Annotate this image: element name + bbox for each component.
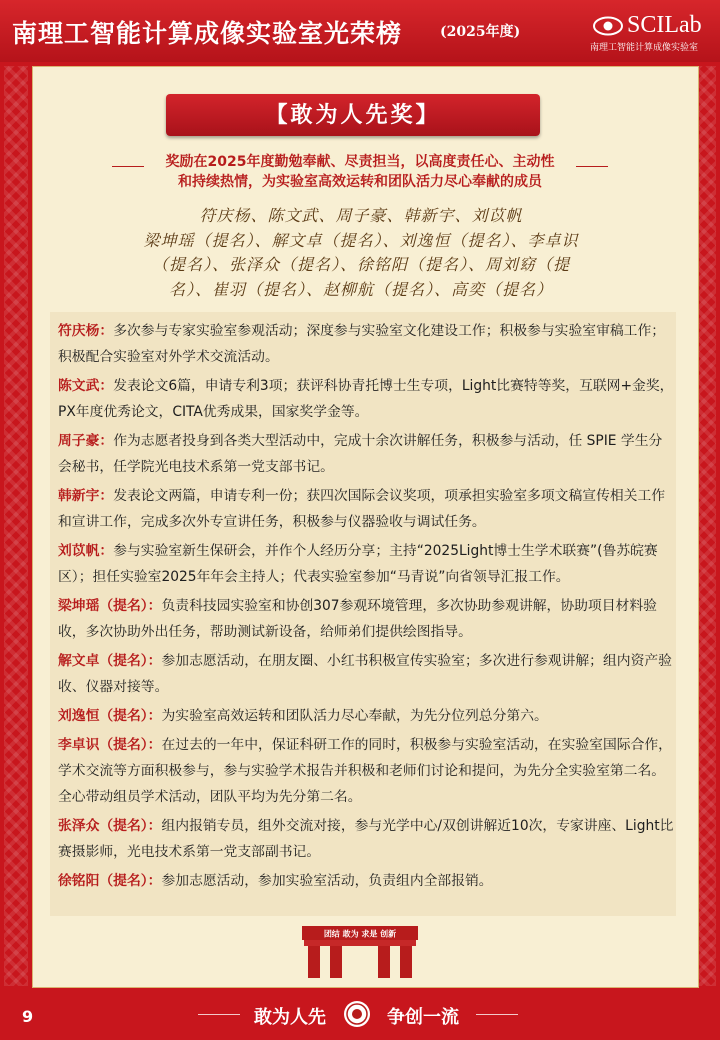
entry-text: 在过去的一年中，保证科研工作的同时，积极参与实验室活动，在实验室国际合作，学术交流等方面积极参与，参与实验学术报告并积极和老师们讨论和提问，为先分全实验室第二名。全心带动组员学术活动，团队平均为先分第二名。 — [58, 737, 672, 805]
left-border-pattern — [4, 66, 28, 986]
list-item — [58, 703, 674, 729]
entry-text: 参加志愿活动，参加实验室活动，负责组内全部报销。 — [161, 873, 493, 889]
scilab-logo-icon — [593, 16, 623, 36]
award-description — [112, 152, 608, 192]
entry-name: 周子豪： — [58, 433, 114, 449]
entry-name: 徐铭阳（提名）： — [58, 873, 162, 889]
entry-name: 李卓识（提名）： — [58, 737, 162, 753]
winner-names-line: 名）、崔羽（提名）、赵柳航（提名）、高奕（提名） — [168, 279, 553, 299]
list-item — [58, 813, 674, 865]
motto-left: 敢为人先 — [254, 1007, 326, 1028]
award-description-line: 奖励在2025年度勤勉奉献、尽责担当，以高度责任心、主动性 — [165, 154, 555, 170]
entry-text: 组内报销专员，组外交流对接，参与光学中心/双创讲解近10次，专家讲座、Light比赛摄影师，光电技术系第一党支部副书记。 — [58, 818, 674, 860]
entry-name: 梁坤瑶（提名）： — [58, 598, 162, 614]
logo-text: SCILab — [627, 12, 702, 38]
entry-text: 作为志愿者投身到各类大型活动中，完成十余次讲解任务，积极参与活动，任 SPIE 学生分会秘书，任学院光电技术系第一党支部书记。 — [58, 433, 663, 475]
entry-name: 符庆杨： — [58, 323, 114, 339]
winner-names — [62, 204, 660, 302]
list-item — [58, 732, 674, 810]
award-description-line: 和持续热情，为实验室高效运转和团队活力尽心奉献的成员 — [178, 174, 542, 190]
list-item — [58, 373, 674, 425]
list-item — [58, 483, 674, 535]
university-emblem-icon — [343, 1000, 371, 1028]
entry-name: 刘逸恒（提名）： — [58, 708, 162, 724]
entry-text: 为实验室高效运转和团队活力尽心奉献，为先分位列总分第六。 — [161, 708, 548, 724]
winner-names-line: 符庆杨、陈文武、周子豪、韩新宇、刘苡帆 — [199, 206, 523, 225]
award-banner: 【敢为人先奖】 — [166, 94, 540, 136]
entry-name: 解文卓（提名）： — [58, 653, 162, 669]
footer-rule-right — [476, 1014, 518, 1015]
winner-names-line: （提名）、张泽众（提名）、徐铭阳（提名）、周刘窈（提 — [151, 255, 570, 274]
entry-text: 发表论文6篇，申请专利3项；获评科协青托博士生专项，Light比赛特等奖，互联网+金奖，PX年度优秀论文，CITA优秀成果，国家奖学金等。 — [58, 378, 674, 420]
entry-text: 参加志愿活动，在朋友圈、小红书积极宣传实验室；多次进行参观讲解；组内资产验收、仪器对接等。 — [58, 653, 672, 695]
entry-name: 陈文武： — [58, 378, 114, 394]
entry-name: 张泽众（提名）： — [58, 818, 162, 834]
logo-subtitle: 南理工智能计算成像实验室 — [590, 43, 699, 53]
entry-text: 多次参与专家实验室参观活动；深度参与实验室文化建设工作；积极参与实验室审稿工作；积极配合实验室对外学术交流活动。 — [58, 323, 666, 365]
list-item — [58, 428, 674, 480]
list-item — [58, 648, 674, 700]
entry-name: 刘苡帆： — [58, 543, 114, 559]
school-gate-icon — [300, 924, 420, 978]
gate-inscription: 团结 敢为 求是 创新 — [323, 928, 397, 939]
year-label: (2025年度) — [440, 24, 521, 40]
list-item — [58, 318, 674, 370]
entry-name: 韩新宇： — [58, 488, 114, 504]
list-item — [58, 593, 674, 645]
winner-names-line: 梁坤瑶（提名）、解文卓（提名）、刘逸恒（提名）、李卓识 — [143, 230, 579, 250]
entry-text: 负责科技园实验室和协创307参观环境管理，多次协助参观讲解，协助项目材料验收，多次协助外出任务，帮助测试新设备，给师弟们提供绘图指导。 — [58, 598, 657, 640]
page-title: 南理工智能计算成像实验室光荣榜 — [12, 19, 403, 48]
list-item — [58, 868, 674, 894]
entry-text: 参与实验室新生保研会，并作个人经历分享；主持“2025Light博士生学术联赛”(鲁苏皖赛区）；担任实验室2025年年会主持人；代表实验室参加“马青说”向省领导汇报工作。 — [58, 543, 658, 585]
entry-list — [58, 318, 674, 897]
entry-text: 发表论文两篇，申请专利一份；获四次国际会议奖项，项承担实验室多项文稿宣传相关工作和宣讲工作，完成多次外专宣讲任务，积极参与仪器验收与调试任务。 — [58, 488, 666, 530]
footer-rule-left — [198, 1014, 240, 1015]
page-number: 9 — [22, 1007, 34, 1026]
motto-right: 争创一流 — [387, 1007, 459, 1028]
list-item — [58, 538, 674, 590]
